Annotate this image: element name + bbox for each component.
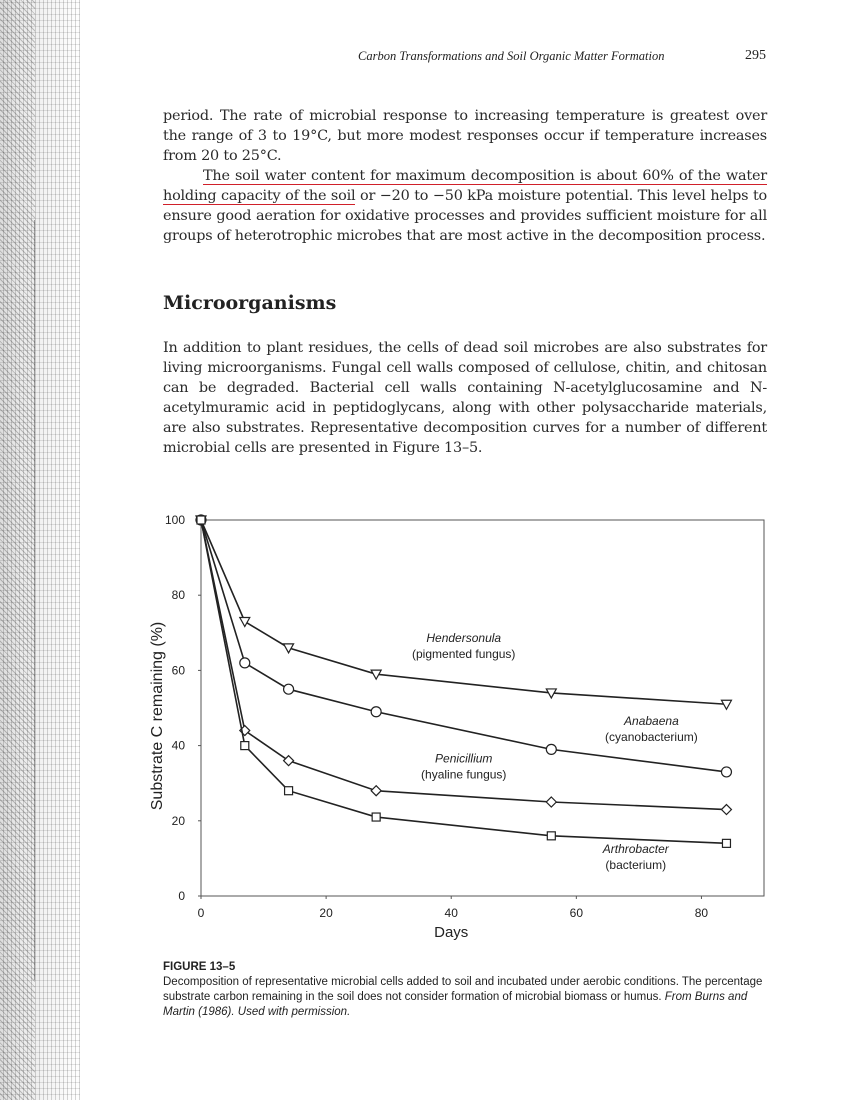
paragraph-soil-water — [163, 166, 767, 246]
x-tick-label: 80 — [694, 906, 709, 920]
caption-body — [163, 975, 773, 1020]
decomposition-chart — [140, 505, 780, 945]
caption-text: Decomposition of representative microbial cells added to soil and incubated under aerobic conditions. The percentage substrate carbon remaining in the soil does not consider formation of microbial biomass or humus. — [163, 976, 763, 1003]
y-tick-label: 20 — [171, 813, 185, 828]
series-label: Hendersonula — [426, 631, 502, 646]
data-point — [721, 767, 731, 777]
caption-source: From Burns and Martin (1986). Used with permission. — [163, 991, 748, 1018]
y-axis-label: Substrate C remaining (%) — [149, 621, 166, 811]
data-point — [240, 658, 250, 668]
series-line — [201, 520, 726, 704]
data-point — [721, 805, 731, 815]
x-tick-label: 0 — [197, 906, 205, 920]
y-tick-label: 0 — [178, 889, 185, 903]
paragraph-temperature: period. The rate of microbial response to increasing temperature is greatest over the range of 3 to 19°C, but more modest responses occur if temperature increases from 20 to 25°C. — [163, 108, 767, 164]
data-point — [547, 832, 555, 840]
scan-edge-line — [34, 220, 35, 980]
y-tick-label: 80 — [171, 588, 185, 603]
y-tick-label: 100 — [164, 513, 185, 527]
series-note: (cyanobacterium) — [605, 729, 698, 744]
x-tick-label: 60 — [569, 906, 584, 920]
series-note: (bacterium) — [605, 857, 667, 872]
paragraph-soil-water-rest: or −20 to −50 kPa moisture potential. This level helps to ensure good aeration for oxidative processes and provides sufficient moisture for all groups of heterotrophic microbes that are most active in the decomposition process. — [163, 188, 767, 244]
data-point — [284, 756, 294, 766]
underlined-sentence: The soil water content for maximum decomposition is about 60% of the water holding capacity of the soil — [163, 168, 767, 204]
series-note: (pigmented fungus) — [412, 647, 516, 662]
data-point — [722, 839, 730, 847]
series-line — [201, 520, 726, 810]
y-tick-label: 60 — [171, 663, 185, 678]
figure-caption — [163, 960, 773, 1020]
scan-edge-noise — [0, 0, 35, 1100]
data-point — [546, 797, 556, 807]
y-tick-label: 40 — [171, 738, 185, 753]
data-point — [197, 516, 205, 524]
data-point — [240, 618, 250, 627]
data-point — [372, 813, 380, 821]
data-point — [546, 744, 556, 754]
section-heading: Microorganisms — [163, 292, 337, 314]
figure-label: FIGURE 13–5 — [163, 961, 236, 973]
data-point — [371, 707, 381, 717]
running-header: Carbon Transformations and Soil Organic Matter Formation — [358, 49, 665, 63]
plot-frame — [201, 520, 764, 896]
series-line — [201, 520, 726, 843]
series-note: (hyaline fungus) — [421, 767, 507, 782]
series-label: Anabaena — [624, 713, 679, 728]
page-number: 295 — [745, 48, 766, 63]
data-point — [371, 786, 381, 796]
series-label: Arthrobacter — [602, 841, 669, 856]
x-tick-label: 40 — [444, 906, 458, 920]
x-tick-label: 20 — [319, 906, 333, 920]
data-point — [285, 787, 293, 795]
data-point — [241, 742, 249, 750]
data-point — [284, 684, 294, 694]
paragraph-microorganisms: In addition to plant residues, the cells of dead soil microbes are also substrates for living microorganisms. Fungal cell walls composed of cellulose, chitin, and chitosan can be degraded. Bacterial cell walls containing N-acetylglucosamine and N-acetylmuramic acid in peptidoglycans, along with other polysaccharide materials, are also substrates. Representative decomposition curves for a number of different microbial cells are presented in Figure 13–5. — [163, 340, 767, 456]
x-axis-label: Days — [434, 924, 469, 941]
series-label: Penicillium — [435, 751, 493, 766]
